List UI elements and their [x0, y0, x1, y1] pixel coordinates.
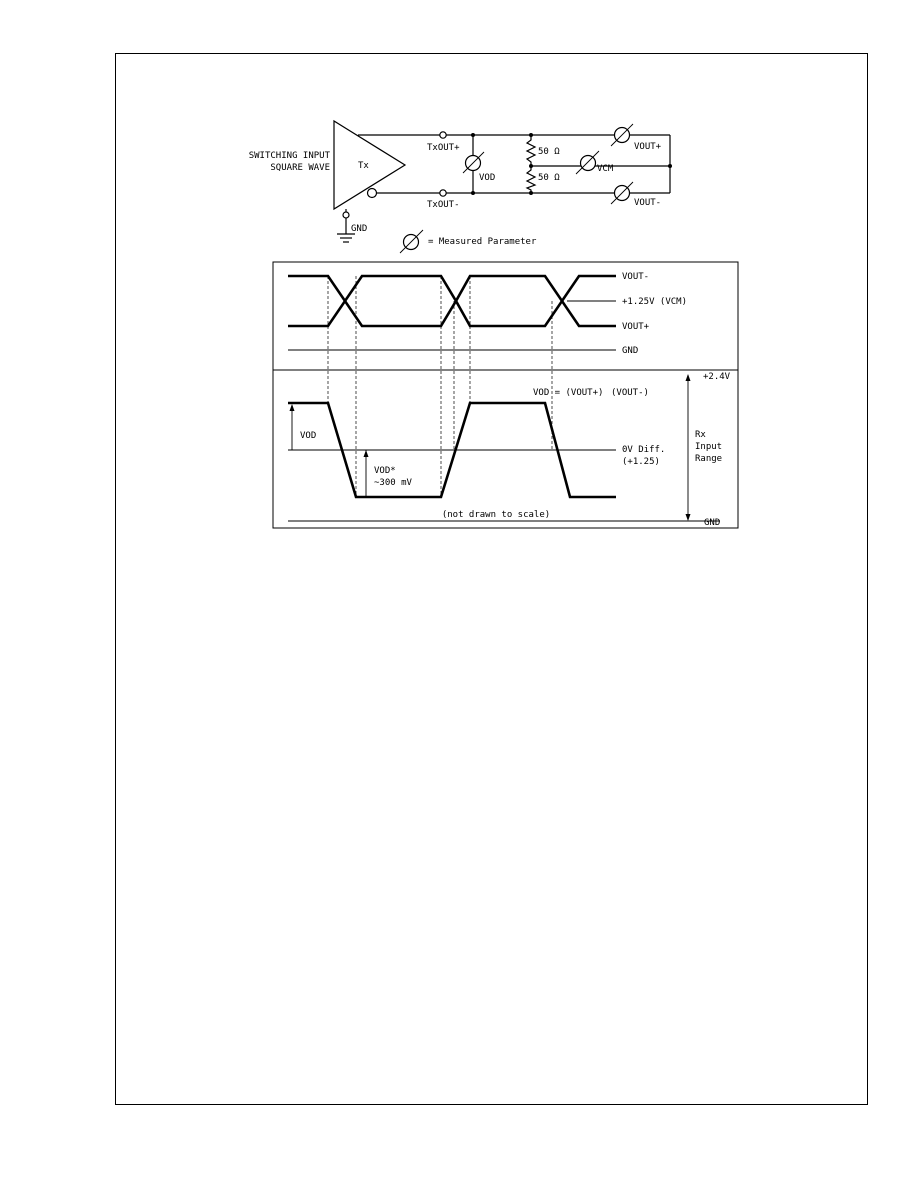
- vout-minus-label: VOUT-: [622, 272, 650, 282]
- vod-min-arrowhead: [364, 450, 369, 457]
- rx-range-label-3: Range: [695, 454, 723, 464]
- txout-plus-label: TxOUT+: [427, 143, 460, 153]
- vcm-level-label: +1.25V (VCM): [622, 297, 688, 307]
- trace-vout-plus: [288, 301, 616, 326]
- vcm-junction: [668, 164, 672, 168]
- ground-label: GND: [351, 224, 368, 234]
- vod-junction-bottom: [471, 191, 475, 195]
- input-label-line2: SQUARE WAVE: [270, 163, 330, 173]
- vout-plus-label: VOUT+: [622, 322, 650, 332]
- scale-note: (not drawn to scale): [441, 510, 551, 520]
- resistor-top-label: 50 Ω: [538, 147, 560, 157]
- rx-range-arrowhead-top: [686, 374, 691, 381]
- zero-diff-label-2: (+1.25): [622, 457, 660, 467]
- vcm-meter-label: VCM: [597, 164, 614, 174]
- rx-range-label-2: Input: [695, 442, 723, 452]
- plus-24v-label: +2.4V: [703, 372, 731, 382]
- ground-terminal: [343, 212, 349, 218]
- rx-range-label-1: Rx: [695, 430, 706, 440]
- vcm-meter-icon: [581, 156, 596, 171]
- txout-minus-terminal: [440, 190, 446, 196]
- trace-vout-minus: [288, 276, 616, 301]
- inverting-bubble: [368, 189, 377, 198]
- vod-junction-top: [471, 133, 475, 137]
- rx-range-arrowhead-bottom: [686, 514, 691, 521]
- driver-label: Tx: [358, 161, 369, 171]
- waveform-diagram: [273, 262, 738, 528]
- vod-formula-a: VOD = (VOUT+): [533, 388, 604, 398]
- zero-diff-label-1: 0V Diff.: [622, 445, 666, 455]
- vout-plus-meter-label: VOUT+: [634, 142, 662, 152]
- vod-min-label-1: VOD*: [374, 466, 396, 476]
- vod-formula-b: (VOUT-): [611, 388, 649, 398]
- txout-plus-terminal: [440, 132, 446, 138]
- gnd-label-bottom: GND: [704, 518, 721, 528]
- txout-minus-label: TxOUT-: [427, 200, 460, 210]
- gnd-label-top: GND: [622, 346, 639, 356]
- legend-label: = Measured Parameter: [428, 237, 537, 247]
- test-circuit: [249, 121, 672, 253]
- vout-minus-meter-label: VOUT-: [634, 198, 662, 208]
- vod-min-label-2: ~300 mV: [374, 478, 412, 488]
- vod-arrowhead: [290, 404, 295, 411]
- input-label-line1: SWITCHING INPUT: [248, 151, 330, 161]
- resistor-bottom: [527, 166, 535, 193]
- resistor-top: [527, 135, 535, 166]
- vod-meter-label: VOD: [479, 173, 496, 183]
- vod-label: VOD: [300, 431, 317, 441]
- driver-triangle: [334, 121, 405, 209]
- resistor-bottom-label: 50 Ω: [538, 173, 560, 183]
